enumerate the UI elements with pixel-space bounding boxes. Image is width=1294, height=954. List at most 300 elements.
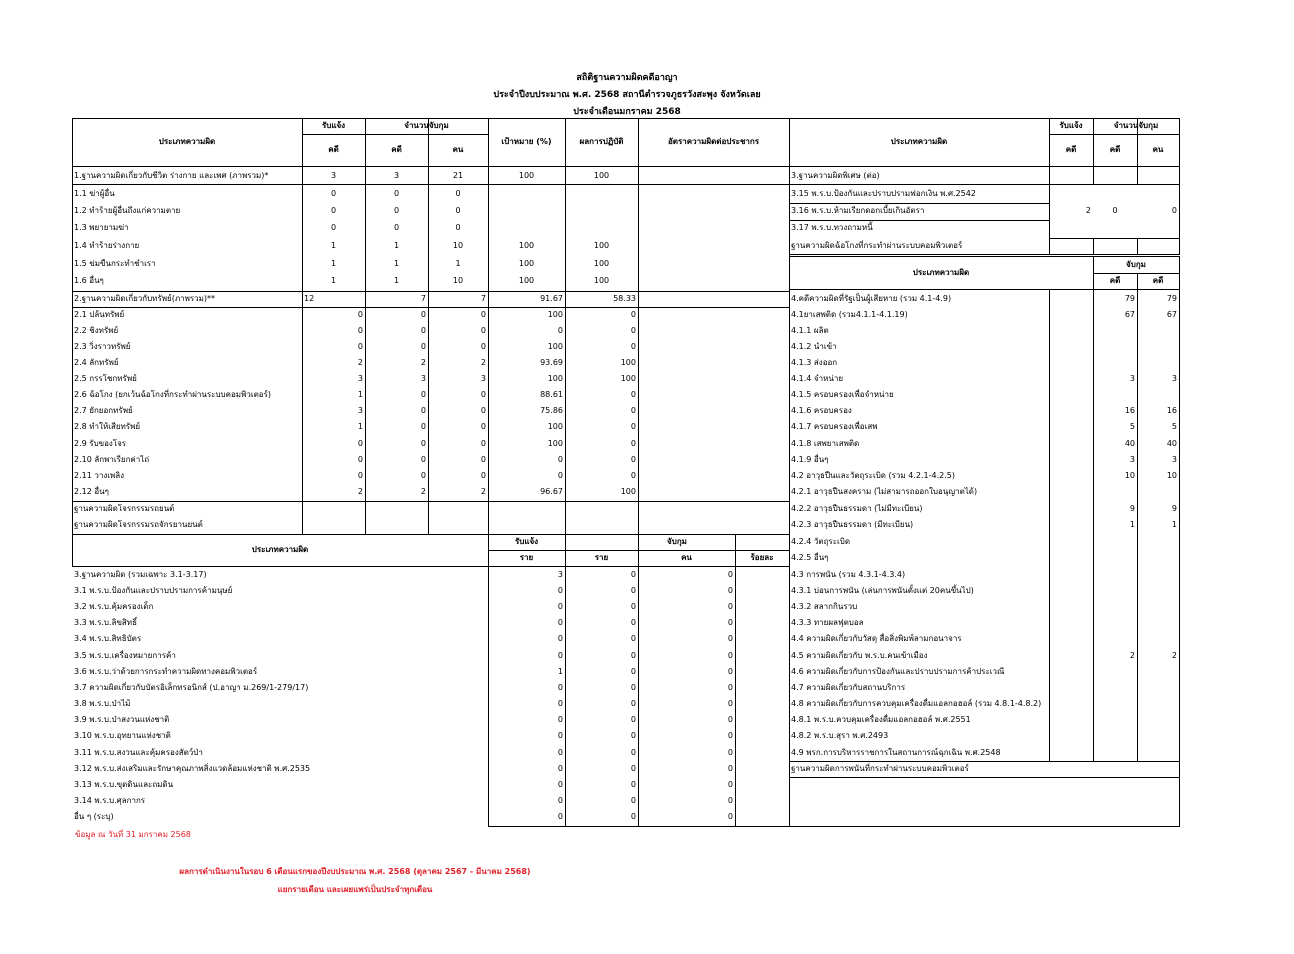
arrested-person-value: 21 (452, 171, 464, 180)
result-value: 100 (620, 358, 636, 367)
grid-line (1049, 184, 1050, 255)
reported-value: 0 (357, 326, 363, 335)
reported-value: 2 (357, 487, 363, 496)
arrested-case-value (1095, 664, 1135, 680)
grid-line (488, 166, 489, 535)
target-value: 100 (547, 439, 563, 448)
arrested-person-value: 0 (455, 206, 461, 215)
reported-value: 3 (357, 406, 363, 415)
arrested-count-value: 0 (630, 570, 636, 579)
arrested-person-value: 0 (480, 310, 486, 319)
arrested-count-value: 0 (630, 812, 636, 821)
arrested-case-value (1095, 387, 1135, 403)
remark-line-2: แยกรายเดือน และเผยแพร่เป็นประจำทุกเดือน (277, 885, 433, 894)
row-label: 4.4 ความผิดเกี่ยวกับวัสดุ สื่อสิ่งพิมพ์ลามกอนาจาร (791, 634, 962, 643)
reported-value: 0 (557, 651, 563, 660)
header-case: คดี (1109, 276, 1121, 285)
arrested-person-value: 0 (727, 796, 733, 805)
result-value: 0 (630, 310, 636, 319)
arrested-case-value: 3 (420, 374, 426, 383)
grid-line (428, 166, 429, 535)
arrested-case-value (1139, 696, 1177, 712)
result-value: 0 (630, 471, 636, 480)
row-label: 3.5 พ.ร.บ.เครื่องหมายการค้า (74, 651, 176, 660)
arrested-person-value (430, 501, 486, 517)
grid-line (1179, 118, 1180, 167)
row-label: 2.10 ลักพาเรียกค่าไถ่ (74, 455, 150, 464)
target-value: 0 (557, 455, 563, 464)
arrested-case-value (1139, 355, 1177, 371)
header-crime-type: ประเภทความผิด (251, 545, 309, 554)
arrested-case-value (1095, 680, 1135, 696)
result-value: 0 (630, 406, 636, 415)
reported-value: 0 (330, 206, 337, 215)
arrested-case-value: 16 (1124, 406, 1135, 415)
grid-line (72, 166, 790, 167)
arrested-case-value: 67 (1124, 310, 1135, 319)
arrested-case-value: 1 (393, 241, 400, 250)
row-label: 1.2 ทำร้ายผู้อื่นถึงแก่ความตาย (74, 206, 181, 215)
arrested-person-value: 0 (727, 780, 733, 789)
grid-line (1093, 289, 1094, 762)
arrested-case-value: 40 (1166, 439, 1177, 448)
row-label: 3.6 พ.ร.บ.ว่าด้วยการกระทำความผิดทางคอมพิวเตอร์ (74, 667, 258, 676)
row-label: 3.8 พ.ร.บ.ป่าไม้ (74, 699, 131, 708)
grid-line (789, 289, 1180, 290)
reported-value: 0 (357, 471, 363, 480)
arrested-case-value: 3 (1171, 455, 1177, 464)
arrested-count-value: 0 (630, 602, 636, 611)
row-label: 2.7 ยักยอกทรัพย์ (74, 406, 133, 415)
header-crime-type: ประเภทความผิด (912, 268, 970, 277)
target-value: 96.67 (540, 487, 563, 496)
result-value: 100 (620, 374, 636, 383)
arrested-case-value (1095, 534, 1135, 550)
arrested-person-value: 0 (480, 326, 486, 335)
row-label: 3.2 พ.ร.บ.คุ้มครองเด็ก (74, 602, 154, 611)
arrested-case-value: 2 (1129, 651, 1135, 660)
reported-value: 0 (357, 439, 363, 448)
arrested-case-value: 3 (1129, 455, 1135, 464)
arrested-count-value: 0 (630, 618, 636, 627)
result-value: 0 (630, 326, 636, 335)
arrested-case-value: 40 (1124, 439, 1135, 448)
data-date-footnote: ข้อมูล ณ วันที่ 31 มกราคม 2568 (75, 830, 191, 839)
row-label: 4.2.4 วัตถุระเบิด (791, 537, 851, 546)
arrested-person-value: 0 (727, 618, 733, 627)
row-label: ฐานความผิดฉ้อโกงที่กระทำผ่านระบบคอมพิวเตอร์ (791, 241, 963, 250)
reported-value: 1 (357, 422, 363, 431)
grid-line (789, 166, 1180, 167)
grid-line (1049, 166, 1050, 185)
row-label: 4.3.3 ทายผลฟุตบอล (791, 618, 864, 627)
arrested-person-value: 10 (452, 276, 464, 285)
row-label: 4.8.1 พ.ร.บ.ควบคุมเครื่องดื่มแอลกอฮอล์ พ.ศ.2551 (791, 715, 971, 724)
header-arrested: จำนวนจับกุม (1113, 121, 1159, 130)
reported-value (304, 517, 363, 533)
row-label: 4.8.2 พ.ร.บ.สุรา พ.ศ.2493 (791, 731, 889, 740)
grid-line (638, 166, 639, 535)
result-value: 0 (630, 390, 636, 399)
row-label: 3.3 พ.ร.บ.ลิขสิทธิ์ (74, 618, 137, 627)
arrested-person-value: 3 (480, 374, 486, 383)
row-label: 4.6 ความผิดเกี่ยวกับการป้องกันและปราบปรามการค้าประเวณี (791, 667, 1005, 676)
result-value: 0 (630, 439, 636, 448)
row-label: 2.9 รับของโจร (74, 439, 127, 448)
arrested-case-value: 10 (1124, 471, 1135, 480)
row-label: 4.1.9 อื่นๆ (791, 455, 829, 464)
row-label: 4.3 การพนัน (รวม 4.3.1-4.3.4) (791, 570, 906, 579)
row-label: 4.คดีความผิดที่รัฐเป็นผู้เสียหาย (รวม 4.1-4.9) (791, 294, 952, 303)
arrested-case-value: 79 (1166, 294, 1177, 303)
arrested-person-value: 0 (727, 586, 733, 595)
result-value: 58.33 (613, 294, 636, 303)
arrested-case-value: 2 (420, 358, 426, 367)
header-reported: รับแจ้ง (514, 537, 539, 546)
reported-value: 0 (557, 764, 563, 773)
grid-line (1179, 289, 1180, 762)
grid-line (1093, 166, 1094, 185)
target-value: 100 (518, 241, 535, 250)
arrested-case-value (1095, 696, 1135, 712)
row-label: 3.9 พ.ร.บ.ป่าสงวนแห่งชาติ (74, 715, 170, 724)
arrested-case-value: 1 (1171, 520, 1177, 529)
header-arrested: จับกุม (1126, 260, 1146, 269)
grid-line (565, 166, 566, 535)
arrested-person-value: 0 (727, 731, 733, 740)
target-value: 0 (557, 326, 563, 335)
header-case: คดี (1065, 145, 1077, 154)
reported-value: 0 (557, 699, 563, 708)
arrested-person-value: 0 (480, 342, 486, 351)
arrested-case-value: 1 (393, 276, 400, 285)
arrested-count-value: 0 (630, 731, 636, 740)
grid-line (1179, 761, 1180, 827)
arrested-case-value (1139, 615, 1177, 631)
target-value: 100 (547, 422, 563, 431)
arrested-case-value: 0 (420, 406, 426, 415)
reported-value: 0 (557, 796, 563, 805)
arrested-case-value (1095, 599, 1135, 615)
arrested-person-value: 1 (455, 259, 461, 268)
target-value: 88.61 (540, 390, 563, 399)
grid-line (72, 307, 790, 308)
report-title-2: ประจำปีงบประมาณ พ.ศ. 2568 สถานีตำรวจภูธรวังสะพุง จังหวัดเลย (493, 90, 761, 100)
arrested-person-value: 0 (480, 471, 486, 480)
arrested-case-value (1139, 664, 1177, 680)
arrested-case-value (1095, 583, 1135, 599)
row-label: ฐานความผิดโจรกรรมรถยนต์ (74, 504, 175, 513)
header-count: ราย (594, 553, 609, 562)
result-value: 100 (593, 241, 610, 250)
row-label: ฐานความผิดโจรกรรมรถจักรยานยนต์ (74, 520, 203, 529)
arrested-count-value: 0 (630, 634, 636, 643)
arrested-person-value: 0 (727, 634, 733, 643)
arrested-case-value: 0 (420, 326, 426, 335)
grid-line (789, 184, 790, 255)
arrested-person-value: 2 (480, 358, 486, 367)
row-label: 3.15 พ.ร.บ.ป้องกันและปราบปรามฟอกเงิน พ.ศ.2542 (791, 189, 976, 198)
header-case: คดี (328, 145, 339, 154)
row-label: 4.1.6 ครอบครอง (791, 406, 852, 415)
remark-line-1: ผลการดำเนินงานในรอบ 6 เดือนแรกของปีงบประมาณ พ.ศ. 2568 (ตุลาคม 2567 - มีนาคม 2568) (179, 867, 531, 876)
reported-value: 0 (357, 455, 363, 464)
grid-line (1179, 166, 1180, 185)
row-label: อื่น ๆ (ระบุ) (74, 812, 114, 821)
arrested-person-value: 0 (727, 748, 733, 757)
header-person: คน (681, 553, 692, 562)
arrested-person-value: 0 (727, 715, 733, 724)
reported-value: 0 (557, 715, 563, 724)
arrested-case-value: 0 (393, 223, 400, 232)
arrested-case-value: 67 (1166, 310, 1177, 319)
grid-line (365, 166, 366, 535)
result-value: 100 (593, 171, 610, 180)
grid-line (789, 220, 1050, 221)
result-value: 100 (593, 276, 610, 285)
reported-value: 0 (557, 748, 563, 757)
row-label: 2.ฐานความผิดเกี่ยวกับทรัพย์(ภาพรวม)** (74, 294, 216, 303)
arrested-case-value (367, 517, 426, 533)
arrested-case-value: 0 (1112, 206, 1118, 215)
grid-line (1179, 256, 1180, 290)
arrested-count-value: 0 (630, 780, 636, 789)
arrested-person-value: 0 (727, 764, 733, 773)
grid-line (1137, 166, 1138, 185)
row-label: 4.2.3 อาวุธปืนธรรมดา (มีทะเบียน) (791, 520, 914, 529)
row-label: 3.13 พ.ร.บ.ขุดดินและถมดิน (74, 780, 174, 789)
row-label: 2.4 ลักทรัพย์ (74, 358, 119, 367)
row-label: 3.14 พ.ร.บ.ศุลกากร (74, 796, 146, 805)
header-target: เป้าหมาย (%) (501, 137, 552, 146)
result-value: 100 (620, 487, 636, 496)
arrested-case-value: 10 (1166, 471, 1177, 480)
reported-value: 1 (330, 241, 337, 250)
row-label: 4.2 อาวุธปืนและวัตถุระเบิด (รวม 4.2.1-4.2.5) (791, 471, 955, 480)
arrested-case-value: 9 (1129, 504, 1135, 513)
row-label: 2.5 กรรโชกทรัพย์ (74, 374, 137, 383)
arrested-person-value: 0 (727, 812, 733, 821)
arrested-case-value: 0 (393, 206, 400, 215)
row-label: 1.6 อื่นๆ (74, 276, 104, 285)
grid-line (1137, 289, 1138, 762)
row-label: 4.1.2 นำเข้า (791, 342, 837, 351)
reported-value (304, 501, 363, 517)
arrested-case-value (1095, 550, 1135, 566)
header-count: ราย (519, 553, 534, 562)
reported-value: 0 (557, 780, 563, 789)
arrested-count-value: 0 (630, 796, 636, 805)
result-value (567, 186, 636, 202)
arrested-case-value: 3 (1171, 374, 1177, 383)
row-label: 3.12 พ.ร.บ.ส่งเสริมและรักษาคุณภาพสิ่งแวดล้อมแห่งชาติ พ.ศ.2535 (74, 764, 311, 773)
row-label: 3.4 พ.ร.บ.สิทธิบัตร (74, 634, 142, 643)
reported-value: 1 (357, 390, 363, 399)
reported-value: 2 (357, 358, 363, 367)
reported-value: 1 (330, 276, 337, 285)
arrested-case-value (1139, 583, 1177, 599)
target-value: 0 (557, 471, 563, 480)
arrested-case-value (1095, 728, 1135, 744)
arrested-case-value: 3 (393, 171, 400, 180)
row-label: ฐานความผิดการพนันที่กระทำผ่านระบบคอมพิวเตอร์ (791, 764, 969, 773)
grid-line (72, 291, 790, 292)
row-label: 4.2.1 อาวุธปืนสงคราม (ไม่สามารถออกใบอนุญาตได้) (791, 487, 978, 496)
arrested-person-value: 0 (480, 406, 486, 415)
row-label: 1.ฐานความผิดเกี่ยวกับชีวิต ร่างกาย และเพศ (ภาพรวม)* (74, 171, 269, 180)
row-label: 2.11 วางเพลิง (74, 471, 125, 480)
row-label: 3.ฐานความผิดพิเศษ (ต่อ) (791, 171, 880, 180)
row-label: 1.1 ฆ่าผู้อื่น (74, 189, 115, 198)
row-label: 4.9 พรก.การบริหารราชการในสถานการณ์ฉุกเฉิน พ.ศ.2548 (791, 748, 1001, 757)
arrested-person-value: 0 (480, 439, 486, 448)
arrested-case-value: 16 (1166, 406, 1177, 415)
arrested-case-value: 0 (420, 422, 426, 431)
row-label: 4.1.5 ครอบครองเพื่อจำหน่าย (791, 390, 894, 399)
arrested-case-value: 1 (393, 259, 400, 268)
reported-value: 0 (557, 683, 563, 692)
arrested-case-value: 5 (1129, 422, 1135, 431)
row-label: 4.1.3 ส่งออก (791, 358, 838, 367)
target-value (490, 203, 563, 219)
arrested-case-value (1095, 712, 1135, 728)
grid-line (789, 166, 790, 185)
target-value: 75.86 (540, 406, 563, 415)
arrested-person-value: 0 (480, 455, 486, 464)
target-value: 100 (547, 374, 563, 383)
arrested-case-value (1095, 339, 1135, 355)
result-value (567, 203, 636, 219)
row-label: 4.1.1 ผลิต (791, 326, 829, 335)
grid-line (789, 761, 790, 827)
grid-line (565, 566, 566, 827)
reported-value: 3 (557, 570, 563, 579)
row-label: 4.3.1 บ่อนการพนัน (เล่นการพนันตั้งแต่ 20คนขึ้นไป) (791, 586, 974, 595)
row-label: 4.8 ความผิดเกี่ยวกับการควบคุมเครื่องดื่มแอลกอฮอล์ (รวม 4.8.1-4.8.2) (791, 699, 1042, 708)
grid-line (789, 777, 1180, 778)
row-label: 2.6 ฉ้อโกง (ยกเว้นฉ้อโกงที่กระทำผ่านระบบคอมพิวเตอร์) (74, 390, 271, 399)
grid-line (72, 501, 790, 502)
header-person: คน (452, 145, 464, 154)
target-value (490, 517, 563, 533)
arrested-case-value: 0 (420, 439, 426, 448)
row-label: 3.1 พ.ร.บ.ป้องกันและปราบปรามการค้ามนุษย์ (74, 586, 233, 595)
grid-line (789, 289, 790, 762)
arrested-person-value: 7 (480, 294, 486, 303)
arrested-case-value (1139, 534, 1177, 550)
row-label: 3.10 พ.ร.บ.อุทยานแห่งชาติ (74, 731, 171, 740)
arrested-case-value (1139, 339, 1177, 355)
grid-line (72, 184, 790, 185)
grid-line (72, 166, 73, 535)
row-label: 1.5 ข่มขืนกระทำชำเรา (74, 259, 156, 268)
reported-value: 2 (1085, 206, 1091, 215)
arrested-case-value: 7 (420, 294, 426, 303)
arrested-person-value (430, 517, 486, 533)
target-value: 100 (518, 276, 535, 285)
arrested-person-value: 0 (455, 189, 461, 198)
header-reported: รับแจ้ง (1059, 121, 1083, 130)
row-label: 1.4 ทำร้ายร่างกาย (74, 241, 140, 250)
grid-line (1049, 238, 1180, 239)
arrested-case-value (1139, 484, 1177, 500)
grid-line (302, 166, 303, 535)
arrested-case-value: 0 (420, 310, 426, 319)
arrested-person-value: 0 (480, 390, 486, 399)
header-reported: รับแจ้ง (321, 121, 346, 130)
result-value: 0 (630, 455, 636, 464)
target-value (490, 501, 563, 517)
arrested-person-value: 0 (727, 667, 733, 676)
arrested-case-value (1139, 323, 1177, 339)
arrested-count-value: 0 (630, 667, 636, 676)
arrested-case-value (1139, 387, 1177, 403)
row-label: 3.ฐานความผิด (รวมเฉพาะ 3.1-3.17) (74, 570, 207, 579)
arrested-case-value (1095, 745, 1135, 761)
reported-value: 0 (557, 602, 563, 611)
row-label: 4.1.7 ครอบครองเพื่อเสพ (791, 422, 878, 431)
reported-value: 0 (557, 634, 563, 643)
reported-value: 0 (557, 731, 563, 740)
arrested-case-value (367, 501, 426, 517)
result-value (567, 220, 636, 236)
arrested-case-value: 9 (1171, 504, 1177, 513)
reported-value: 0 (557, 586, 563, 595)
reported-value: 0 (357, 342, 363, 351)
row-label: 4.2.5 อื่นๆ (791, 553, 829, 562)
row-label: 2.12 อื่นๆ (74, 487, 109, 496)
row-label: 4.3.2 สลากกินรวบ (791, 602, 858, 611)
row-label: 3.7 ความผิดเกี่ยวกับบัตรอิเล็กทรอนิกส์ (ป.อาญา ม.269/1-279/17) (74, 683, 309, 692)
arrested-count-value: 0 (630, 651, 636, 660)
arrested-case-value (1095, 631, 1135, 647)
grid-line (735, 566, 736, 827)
arrested-case-value: 0 (393, 189, 400, 198)
result-value (567, 517, 636, 533)
arrested-person-value: 0 (727, 651, 733, 660)
header-arrested: จำนวนจับกุม (404, 121, 449, 130)
arrested-case-value: 0 (420, 390, 426, 399)
arrested-count-value: 0 (630, 586, 636, 595)
row-label: 3.16 พ.ร.บ.ห้ามเรียกดอกเบี้ยเกินอัตรา (791, 206, 925, 215)
arrested-case-value (1139, 745, 1177, 761)
reported-value: 3 (357, 374, 363, 383)
target-value: 100 (547, 342, 563, 351)
target-value: 100 (518, 171, 535, 180)
reported-value: 1 (330, 259, 337, 268)
arrested-case-value (1139, 631, 1177, 647)
grid-line (1179, 184, 1180, 255)
header-arrested: จับกุม (667, 537, 687, 546)
row-label: 4.5 ความผิดเกี่ยวกับ พ.ร.บ.คนเข้าเมือง (791, 651, 928, 660)
arrested-case-value: 2 (1171, 651, 1177, 660)
arrested-case-value (1139, 728, 1177, 744)
header-case: คดี (1109, 145, 1121, 154)
grid-line (789, 184, 1180, 185)
target-value: 91.67 (540, 294, 563, 303)
arrested-case-value: 2 (420, 487, 426, 496)
reported-value: 0 (330, 189, 337, 198)
arrested-case-value (1095, 323, 1135, 339)
arrested-count-value: 0 (630, 748, 636, 757)
report-title-3: ประจำเดือนมกราคม 2568 (573, 107, 681, 117)
grid-line (789, 826, 1180, 827)
grid-line (488, 566, 489, 827)
row-label: 2.3 วิ่งราวทรัพย์ (74, 342, 131, 351)
arrested-count-value: 0 (630, 764, 636, 773)
result-value: 100 (593, 259, 610, 268)
header-result: ผลการปฏิบัติ (579, 137, 624, 146)
